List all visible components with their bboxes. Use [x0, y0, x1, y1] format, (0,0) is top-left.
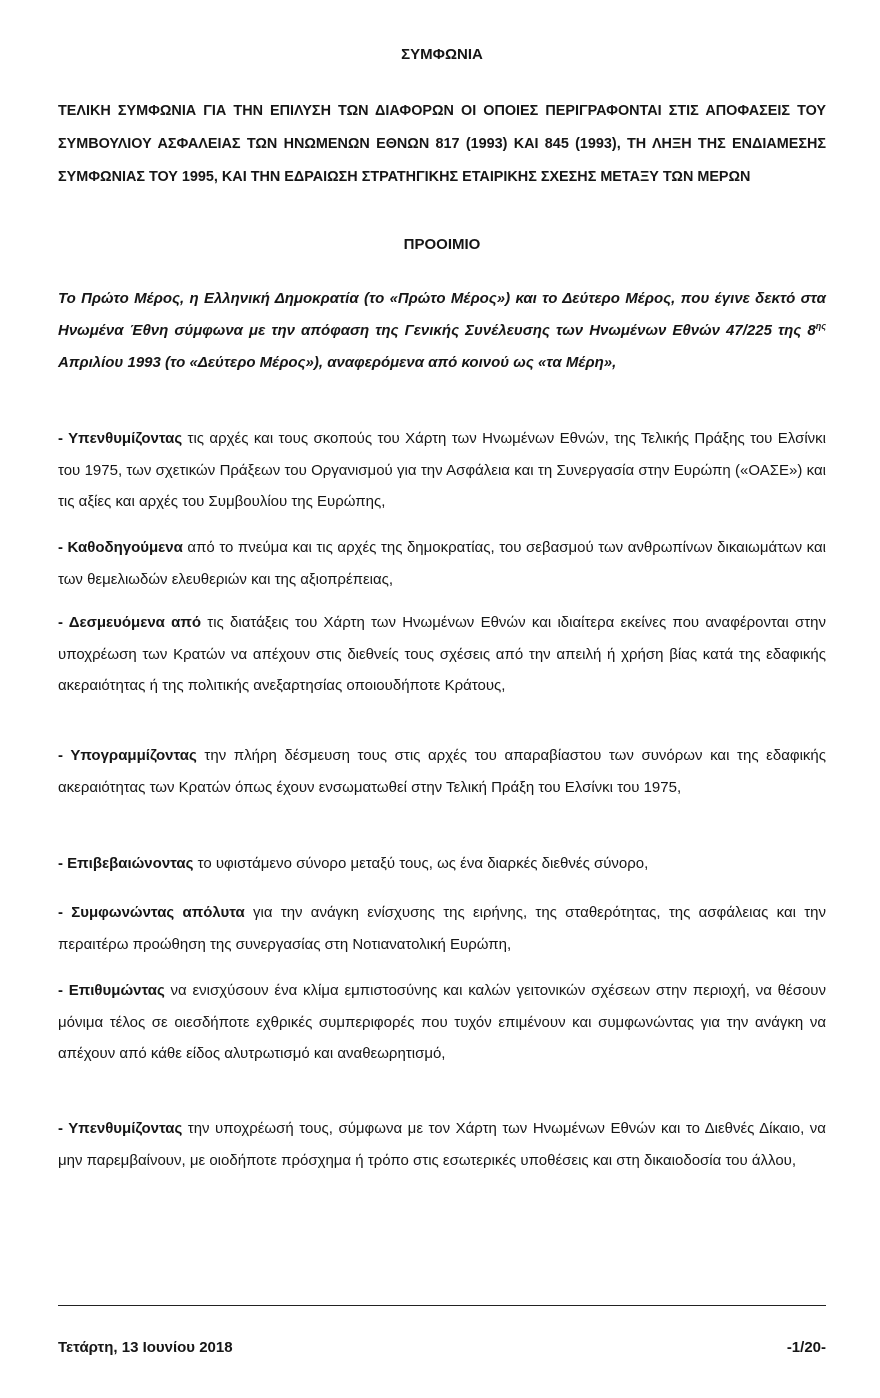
paragraph-lead: - Επιβεβαιώνοντας [58, 855, 194, 872]
paragraph-lead: - Υπενθυμίζοντας [58, 430, 183, 447]
paragraph-3 [58, 607, 826, 702]
paragraph-2 [58, 532, 826, 595]
paragraph-lead: - Υπενθυμίζοντας [58, 1120, 183, 1137]
paragraph-text: τις διατάξεις του Χάρτη των Ηνωμένων Εθνών και ιδιαίτερα εκείνες που αναφέρονται στην υποχρέωση των Κρατών να απέχουν στις διεθνείς τους σχέσεις από την απειλή ή χρήση βίας κατά της εδαφικής ακεραιότητας ή της πολιτικής ανεξαρτησίας οποιουδήποτε Κράτους, [58, 614, 827, 694]
paragraph-text: την υποχρέωσή τους, σύμφωνα με τον Χάρτη των Ηνωμένων Εθνών και το Διεθνές Δίκαιο, να μην παρεμβαίνουν, με οιοδήποτε πρόσχημα ή τρόπο στις εσωτερικές υποθέσεις και στη δικαιοδοσία του άλλου, [58, 1120, 826, 1169]
agreement-heading: ΤΕΛΙΚΗ ΣΥΜΦΩΝΙΑ ΓΙΑ ΤΗΝ ΕΠΙΛΥΣΗ ΤΩΝ ΔΙΑΦΟΡΩΝ ΟΙ ΟΠΟΙΕΣ ΠΕΡΙΓΡΑΦΟΝΤΑΙ ΣΤΙΣ ΑΠΟΦΑΣΕΙΣ ΤΟΥ ΣΥΜΒΟΥΛΙΟΥ ΑΣΦΑΛΕΙΑΣ ΤΩΝ ΗΝΩΜΕΝΩΝ ΕΘΝΩΝ 817 (1993) ΚΑΙ 845 (1993), ΤΗ ΛΗΞΗ ΤΗΣ ΕΝΔΙΑΜΕΣΗΣ ΣΥΜΦΩΝΙΑΣ ΤΟΥ 1995, ΚΑΙ ΤΗΝ ΕΔΡΑΙΩΣΗ ΣΤΡΑΤΗΓΙΚΗΣ ΕΤΑΙΡΙΚΗΣ ΣΧΕΣΗΣ ΜΕΤΑΞΥ ΤΩΝ ΜΕΡΩΝ [58, 103, 826, 185]
intro-text-continued: Απριλίου 1993 (το «Δεύτερο Μέρος»), αναφερόμενα από κοινού ως «τα Μέρη», [58, 354, 617, 371]
paragraph-lead: - Συμφωνώντας απόλυτα [58, 904, 245, 921]
paragraph-lead: - Επιθυμώντας [58, 982, 165, 999]
paragraph-4 [58, 740, 826, 803]
footer-date: Τετάρτη, 13 Ιουνίου 2018 [58, 1339, 233, 1356]
page-number: -1/20- [786, 1339, 826, 1356]
paragraph-text: για την ανάγκη ενίσχυσης της ειρήνης, της σταθερότητας, της ασφάλειας και την περαιτέρω προώθηση της συνεργασίας στη Νοτιανατολική Ευρώπη, [58, 904, 826, 953]
paragraph-text: την πλήρη δέσμευση τους στις αρχές του απαραβίαστου των συνόρων και της εδαφικής ακεραιότητας των Κρατών όπως έχουν ενσωματωθεί στην Τελική Πράξη του Ελσίνκι του 1975, [58, 747, 827, 796]
intro-ordinal-suffix: ης [815, 321, 826, 331]
paragraph-lead: - Υπογραμμίζοντας [58, 747, 197, 764]
paragraph-text: τις αρχές και τους σκοπούς του Χάρτη των Ηνωμένων Εθνών, της Τελικής Πράξης του Ελσίνκι του 1975, των σχετικών Πράξεων του Οργανισμού για την Ασφάλεια και τη Συνεργασία στην Ευρώπη («ΟΑΣΕ») και τις αξίες και αρχές του Συμβουλίου της Ευρώπης, [58, 430, 826, 510]
paragraph-lead: - Καθοδηγούμενα [58, 539, 183, 556]
paragraph-text: από το πνεύμα και τις αρχές της δημοκρατίας, του σεβασμού των ανθρωπίνων δικαιωμάτων και των θεμελιωδών ελευθεριών και της αξιοπρέπειας, [58, 539, 826, 588]
paragraph-8 [58, 1113, 826, 1176]
footer-divider [58, 1305, 826, 1306]
paragraph-5 [58, 848, 826, 880]
paragraph-lead: - Δεσμευόμενα από [58, 614, 202, 631]
paragraph-7 [58, 975, 826, 1070]
preamble-intro [58, 283, 826, 379]
paragraph-1 [58, 423, 826, 518]
preamble-title: ΠΡΟΟΙΜΙΟ [403, 236, 481, 253]
paragraph-text: το υφιστάμενο σύνορο μεταξύ τους, ως ένα διαρκές διεθνές σύνορο, [193, 855, 649, 872]
paragraph-6 [58, 897, 826, 960]
document-page [58, 0, 826, 1398]
paragraph-text: να ενισχύσουν ένα κλίμα εμπιστοσύνης και καλών γειτονικών σχέσεων στην περιοχή, να θέσουν μόνιμα τέλος σε οιεσδήποτε εχθρικές συμπεριφορές που τυχόν επιμένουν και συμφωνώντας για την ανάγκη να απέχουν από κάθε είδος αλυτρωτισμό και αναθεωρητισμό, [58, 982, 827, 1062]
document-title: ΣΥΜΦΩΝΙΑ [401, 46, 483, 63]
intro-text: Το Πρώτο Μέρος, η Ελληνική Δημοκρατία (το «Πρώτο Μέρος») και το Δεύτερο Μέρος, που έγινε δεκτό στα Ηνωμένα Έθνη σύμφωνα με την απόφαση της Γενικής Συνέλευσης των Ηνωμένων Εθνών 47/225 της 8 [58, 290, 826, 339]
